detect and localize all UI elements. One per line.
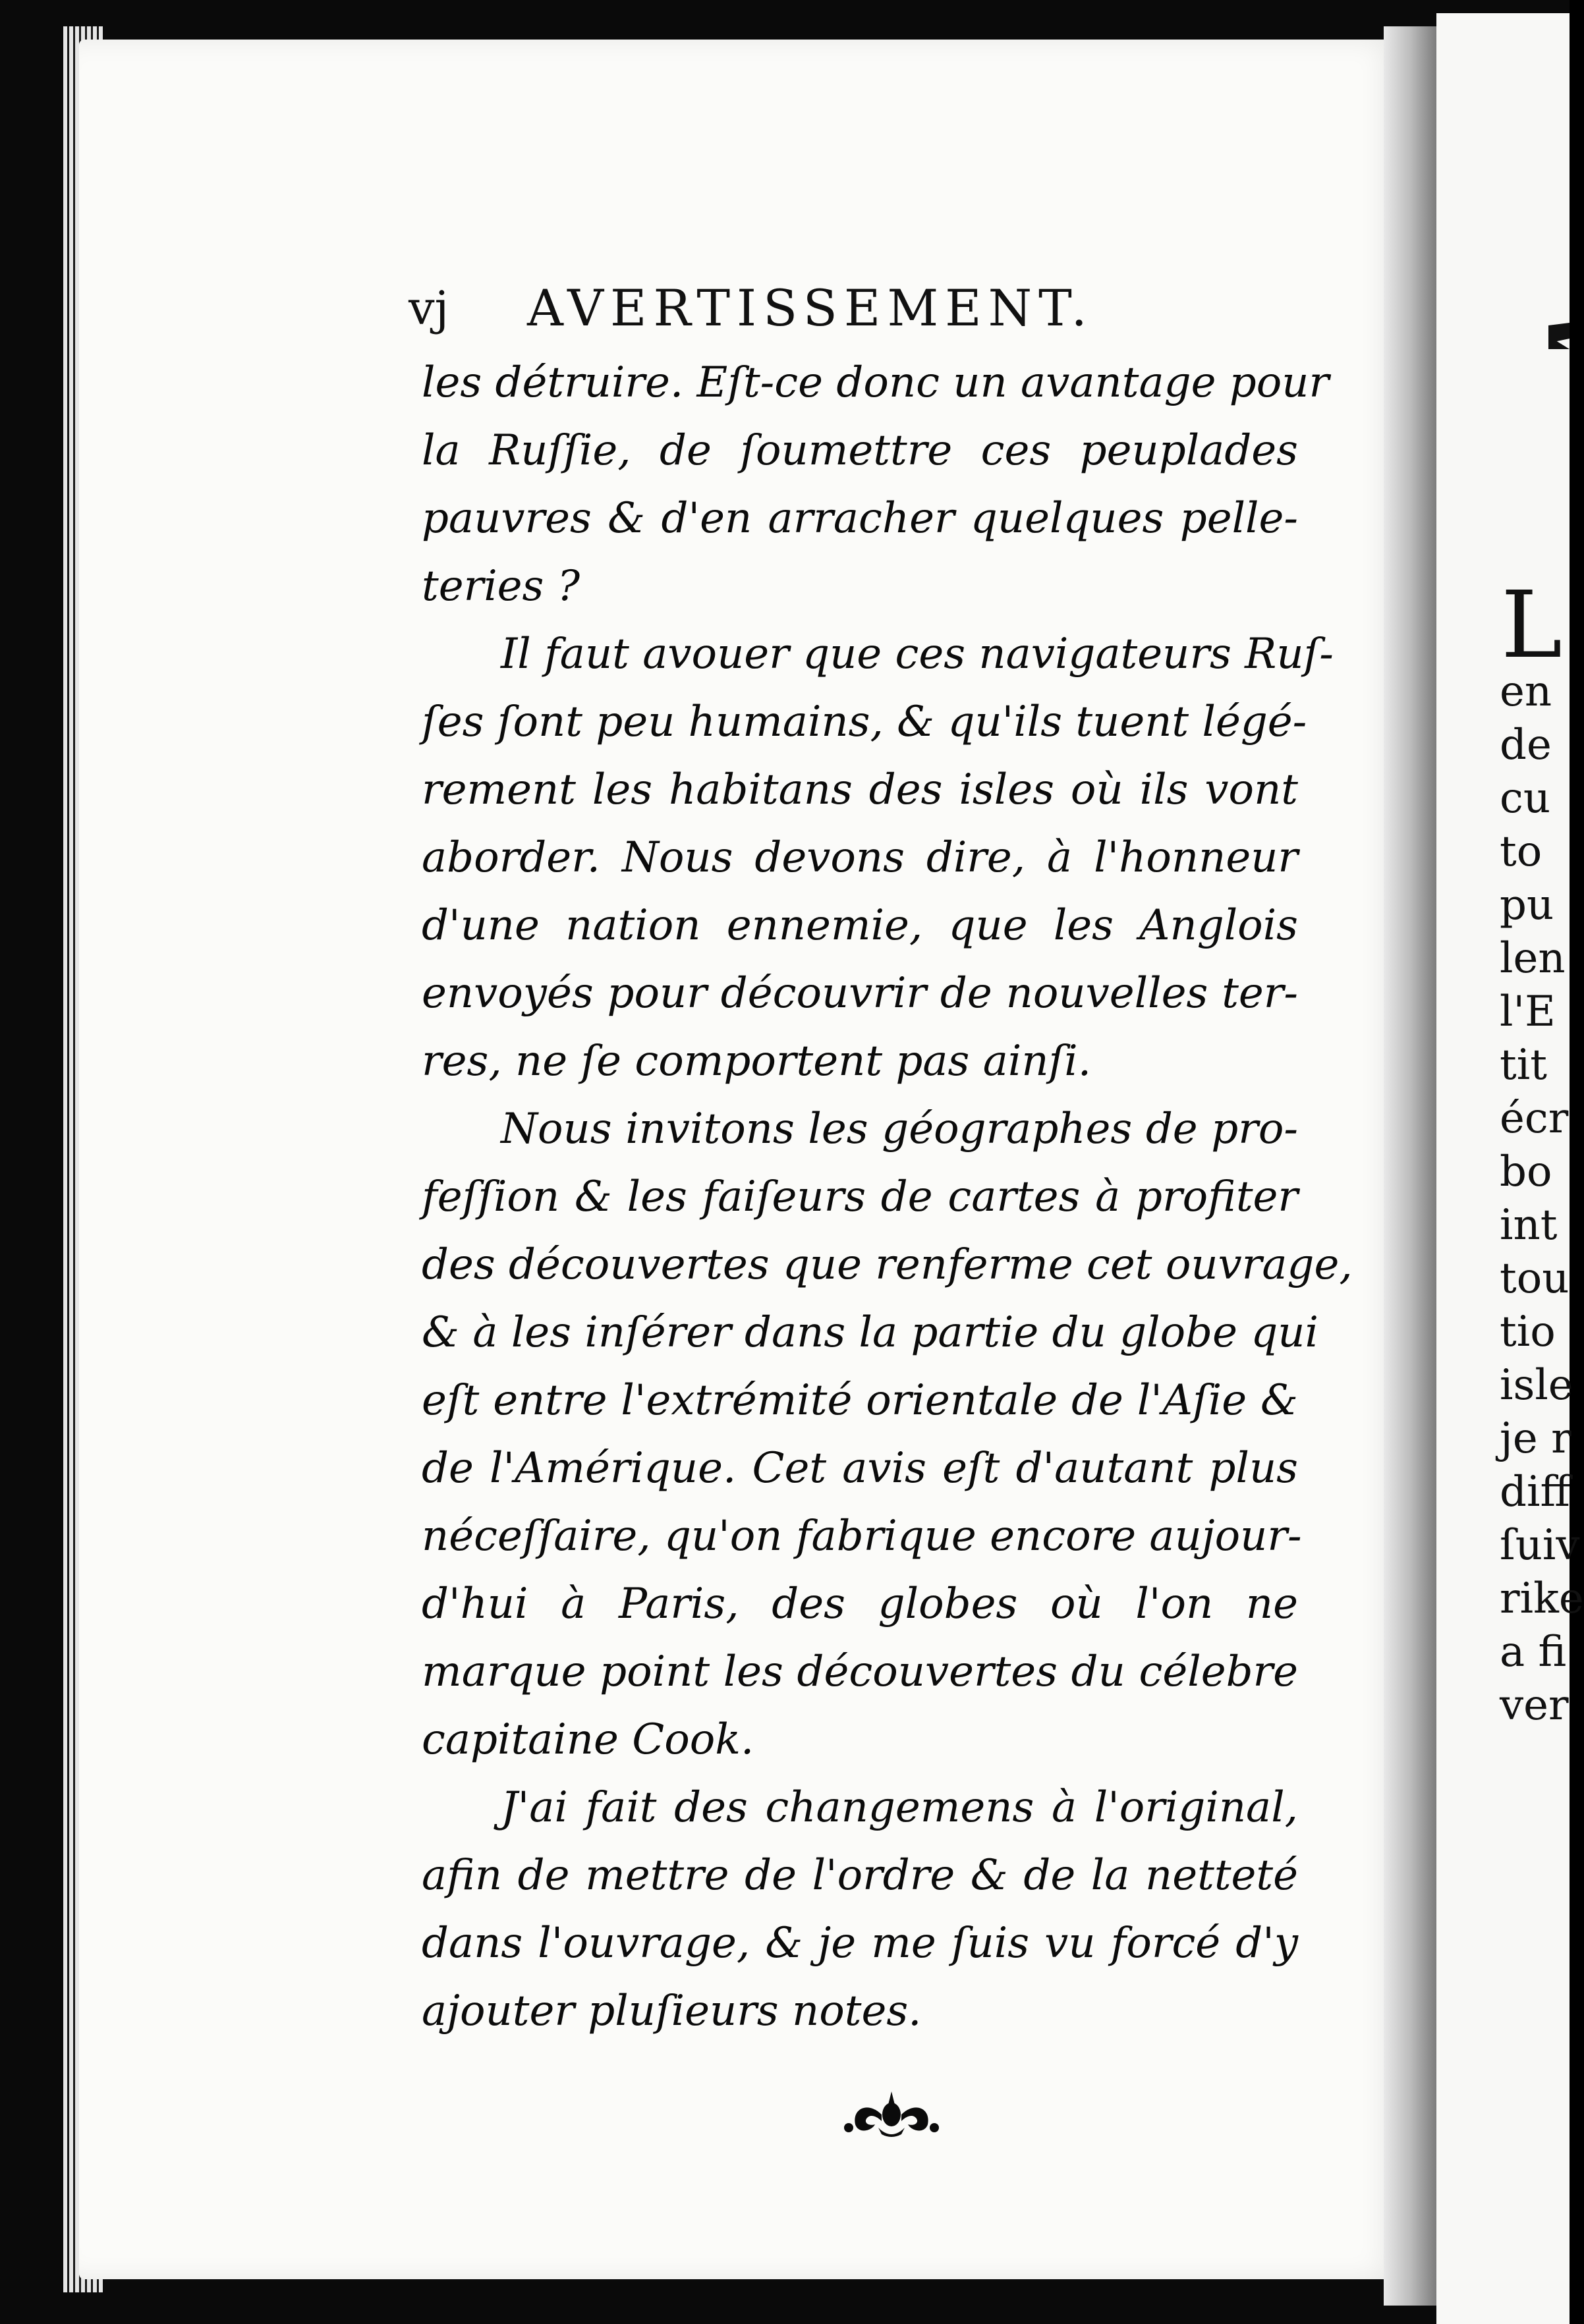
text-line: Nous invitons les géographes de pro- — [501, 1105, 1298, 1153]
text-line: Il faut avouer que ces navigateurs Ruſ- — [501, 630, 1334, 678]
facing-line-fragment: diff — [1500, 1468, 1570, 1516]
text-line: pauvres & d'en arracher quelques pelle- — [422, 494, 1298, 543]
body-text — [422, 349, 1353, 2045]
text-line: des découvertes que renferme cet ouvrage, — [422, 1240, 1353, 1289]
facing-line-fragment: en — [1500, 667, 1552, 716]
text-line: J'ai fait des changemens à l'original, — [501, 1783, 1298, 1832]
facing-line-fragment: cu — [1500, 774, 1551, 823]
facing-line-fragment: int — [1500, 1201, 1558, 1250]
facing-line-fragment: l'E — [1500, 987, 1556, 1036]
facing-line-fragment: isle — [1500, 1361, 1573, 1410]
text-line: rement les habitans des isles où ils vont — [422, 765, 1298, 814]
facing-line-fragment: pu — [1500, 881, 1554, 929]
facing-line-fragment: écr — [1500, 1094, 1569, 1143]
fleuron-ornament-icon — [842, 2088, 941, 2141]
text-line: aborder. Nous devons dire, à l'honneur — [422, 833, 1298, 882]
facing-line-fragment: ver — [1500, 1681, 1569, 1730]
running-head — [409, 275, 1265, 341]
text-line: la Ruſſie, de ſoumettre ces peuplades — [422, 426, 1298, 475]
paragraph — [422, 1095, 1353, 1774]
paragraph — [422, 621, 1334, 1095]
facing-line-fragment: tio — [1500, 1308, 1556, 1356]
facing-line-fragment: tou — [1500, 1254, 1570, 1303]
page-number: vj — [409, 281, 449, 335]
text-line: eſt entre l'extrémité orientale de l'Aſie & — [422, 1376, 1298, 1425]
text-line: capitaine Cook. — [422, 1715, 754, 1764]
facing-line-fragment: rike — [1500, 1574, 1584, 1623]
text-line: d'hui à Paris, des globes où l'on ne — [422, 1580, 1298, 1628]
facing-page-lines — [1500, 665, 1584, 1732]
text-line: envoyés pour découvrir de nouvelles ter- — [422, 969, 1298, 1018]
text-line: afin de mettre de l'ordre & de la netteté — [422, 1851, 1298, 1900]
facing-line-fragment: ſuiv — [1500, 1521, 1580, 1570]
text-line: dans l'ouvrage, & je me ſuis vu forcé d'y — [422, 1919, 1298, 1968]
facing-line-fragment: a fi — [1500, 1628, 1567, 1676]
facing-line-fragment: len — [1500, 934, 1566, 983]
facing-line-fragment: bo — [1500, 1148, 1552, 1196]
paragraph — [422, 1774, 1311, 2045]
facing-line-fragment: je r — [1500, 1414, 1571, 1463]
facing-drop-cap: L — [1501, 572, 1562, 679]
facing-line-fragment: de — [1500, 721, 1552, 769]
text-line: res, ne ſe comportent pas ainſi. — [422, 1037, 1092, 1086]
facing-line-fragment: to — [1500, 827, 1542, 876]
text-line: ajouter pluſieurs notes. — [422, 1987, 922, 2035]
text-line: néceſſaire, qu'on fabrique encore aujour- — [422, 1512, 1302, 1561]
running-head-title: AVERTISSEMENT. — [527, 279, 1094, 337]
text-line: teries ? — [422, 562, 580, 611]
text-line: de l'Amérique. Cet avis eſt d'autant plus — [422, 1444, 1298, 1493]
text-line: marque point les découvertes du célebre — [422, 1647, 1298, 1696]
facing-line-fragment: tit — [1500, 1041, 1547, 1090]
text-line: les détruire. Eſt-ce donc un avantage pour — [422, 358, 1330, 407]
book-gutter — [1384, 26, 1436, 2306]
text-line: & à les inſérer dans la partie du globe qui — [422, 1308, 1318, 1357]
text-line: d'une nation ennemie, que les Anglois — [422, 901, 1298, 950]
text-line: ſes ſont peu humains, & qu'ils tuent légé- — [422, 698, 1307, 746]
paragraph — [422, 349, 1330, 621]
text-line: feſſion & les faiſeurs de cartes à profiter — [422, 1173, 1298, 1221]
